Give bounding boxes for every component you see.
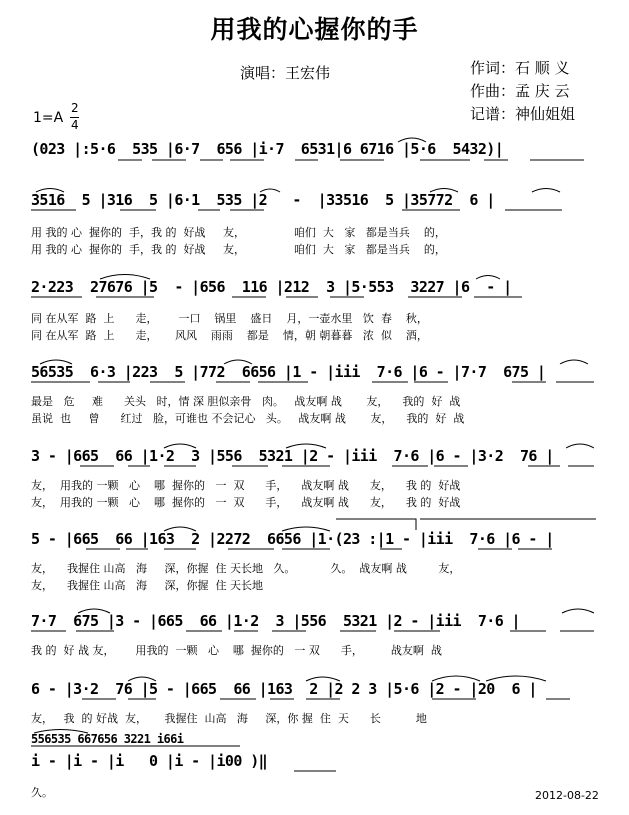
time-signature-denominator: 4 (71, 118, 79, 132)
time-signature-numerator: 2 (71, 101, 79, 115)
slur (432, 676, 480, 681)
lyric-line-6b: 友， 我握住 山高 海 深，你握 住 天长地 (31, 579, 263, 592)
slur (560, 360, 588, 364)
lyricist-credit: 作词：石 顺 义 (470, 59, 570, 77)
notation-line-3: 2·223 27676 |5 - |656 116 |212 3 |5·553 3227 |6 - | (31, 278, 512, 296)
notation-line-7: 7·7 675 |3 - |665 66 |1·2 3 |556 5321 |2 - |iii 7·6 | (31, 612, 520, 630)
volta-bracket-1 (336, 519, 416, 530)
notation-line-1: (023 |:5·6 535 |6·7 656 |i·7 6531|6 6716 |5·6 5432)| (31, 140, 504, 158)
notation-line-10: i - |i - |i 0 |i - |i00 )‖ (31, 752, 268, 770)
date-stamp: 2012-08-22 (535, 789, 599, 802)
lyric-line-2a: 用 我的 心 握你的 手，我 的 好战 友， 咱们 大 家 都是当兵 的， (31, 226, 446, 239)
lyric-line-5a: 友， 用我的 一颗 心 哪 握你的 一 双 手， 战友啊 战 友， 我 的 好战 (31, 479, 461, 492)
notation-line-6: 5 - |665 66 |163 2 |2272 6656 |1·(23 :|1 - |iii 7·6 |6 - | (31, 530, 554, 548)
notation-line-4: 56535 6·3 |223 5 |772 6656 |1 - |iii 7·6 |6 - |7·7 675 | (31, 363, 546, 381)
notation-line-8: 6 - |3·2 76 |5 - |665 66 |163 2 |2 2 3 |5·6 |2 - |20 6 | (31, 680, 537, 698)
slur (128, 677, 156, 681)
lyric-line-3a: 同 在从军 路 上 走， 一口 锅里 盛日 月，一壶水里 饮 春 秋， (31, 312, 428, 325)
slur (430, 189, 458, 193)
slur (260, 189, 280, 192)
key-signature: 1=A (33, 110, 64, 126)
slur (532, 189, 560, 193)
lyric-line-8a: 友， 我 的 好战 友， 我握住 山高 海 深，你 握 住 天 长 地 (31, 712, 427, 725)
notation-line-5: 3 - |665 66 |1·2 3 |556 5321 |2 - |iii 7·6 |6 - |3·2 76 | (31, 447, 554, 465)
slur (306, 677, 340, 681)
slur (100, 275, 150, 280)
lyric-line-6a: 友， 我握住 山高 海 深，你握 住 天长地 久。 久。 战友啊 战 友， (31, 562, 461, 575)
slur (398, 138, 426, 142)
singer-credit: 演唱：王宏伟 (240, 64, 331, 82)
slur (78, 609, 110, 613)
slur (224, 360, 252, 364)
slur (286, 444, 326, 448)
lyric-line-2b: 用 我的 心 握你的 手，我 的 好战 友， 咱们 大 家 都是当兵 的， (31, 243, 446, 256)
slur (36, 189, 64, 193)
lyric-line-5b: 友， 用我的 一颗 心 哪 握你的 一 双 手， 战友啊 战 友， 我 的 好战 (31, 496, 461, 509)
lyric-line-4b: 虽说 也 曾 红过 脸，可谁也 不会记心 头。 战友啊 战 友， 我的 好 战 (31, 412, 465, 425)
slur (562, 609, 594, 613)
slur (282, 527, 330, 531)
composer-credit: 作曲：孟 庆 云 (470, 82, 570, 100)
slur (40, 360, 72, 364)
notation-line-2: 3516 5 |316 5 |6·1 535 |2 - |33516 5 |35772 6 | (31, 191, 495, 209)
song-title: 用我的心握你的手 (210, 15, 419, 44)
slur (566, 444, 594, 448)
slur (164, 444, 196, 448)
slur (34, 730, 88, 734)
lyric-line-7a: 我 的 好 战 友， 用我的 一颗 心 哪 握你的 一 双 手， 战友啊 战 (31, 644, 442, 657)
slur (486, 676, 546, 681)
lyric-line-3b: 同 在从军 路 上 走， 风风 雨雨 都是 情，朝 朝暮暮 浓 似 酒， (31, 329, 428, 342)
slur (164, 527, 196, 531)
slur (476, 276, 500, 280)
transcriber-credit: 记谱：神仙姐姐 (470, 105, 576, 123)
lyric-line-4a: 最是 危 难 关头 时，情 深 胆似亲骨 肉。 战友啊 战 友， 我的 好 战 (31, 395, 461, 408)
lyric-line-10a: 久。 (31, 786, 53, 799)
ornament-line: 556535 667656 3221 i66i (31, 732, 184, 746)
